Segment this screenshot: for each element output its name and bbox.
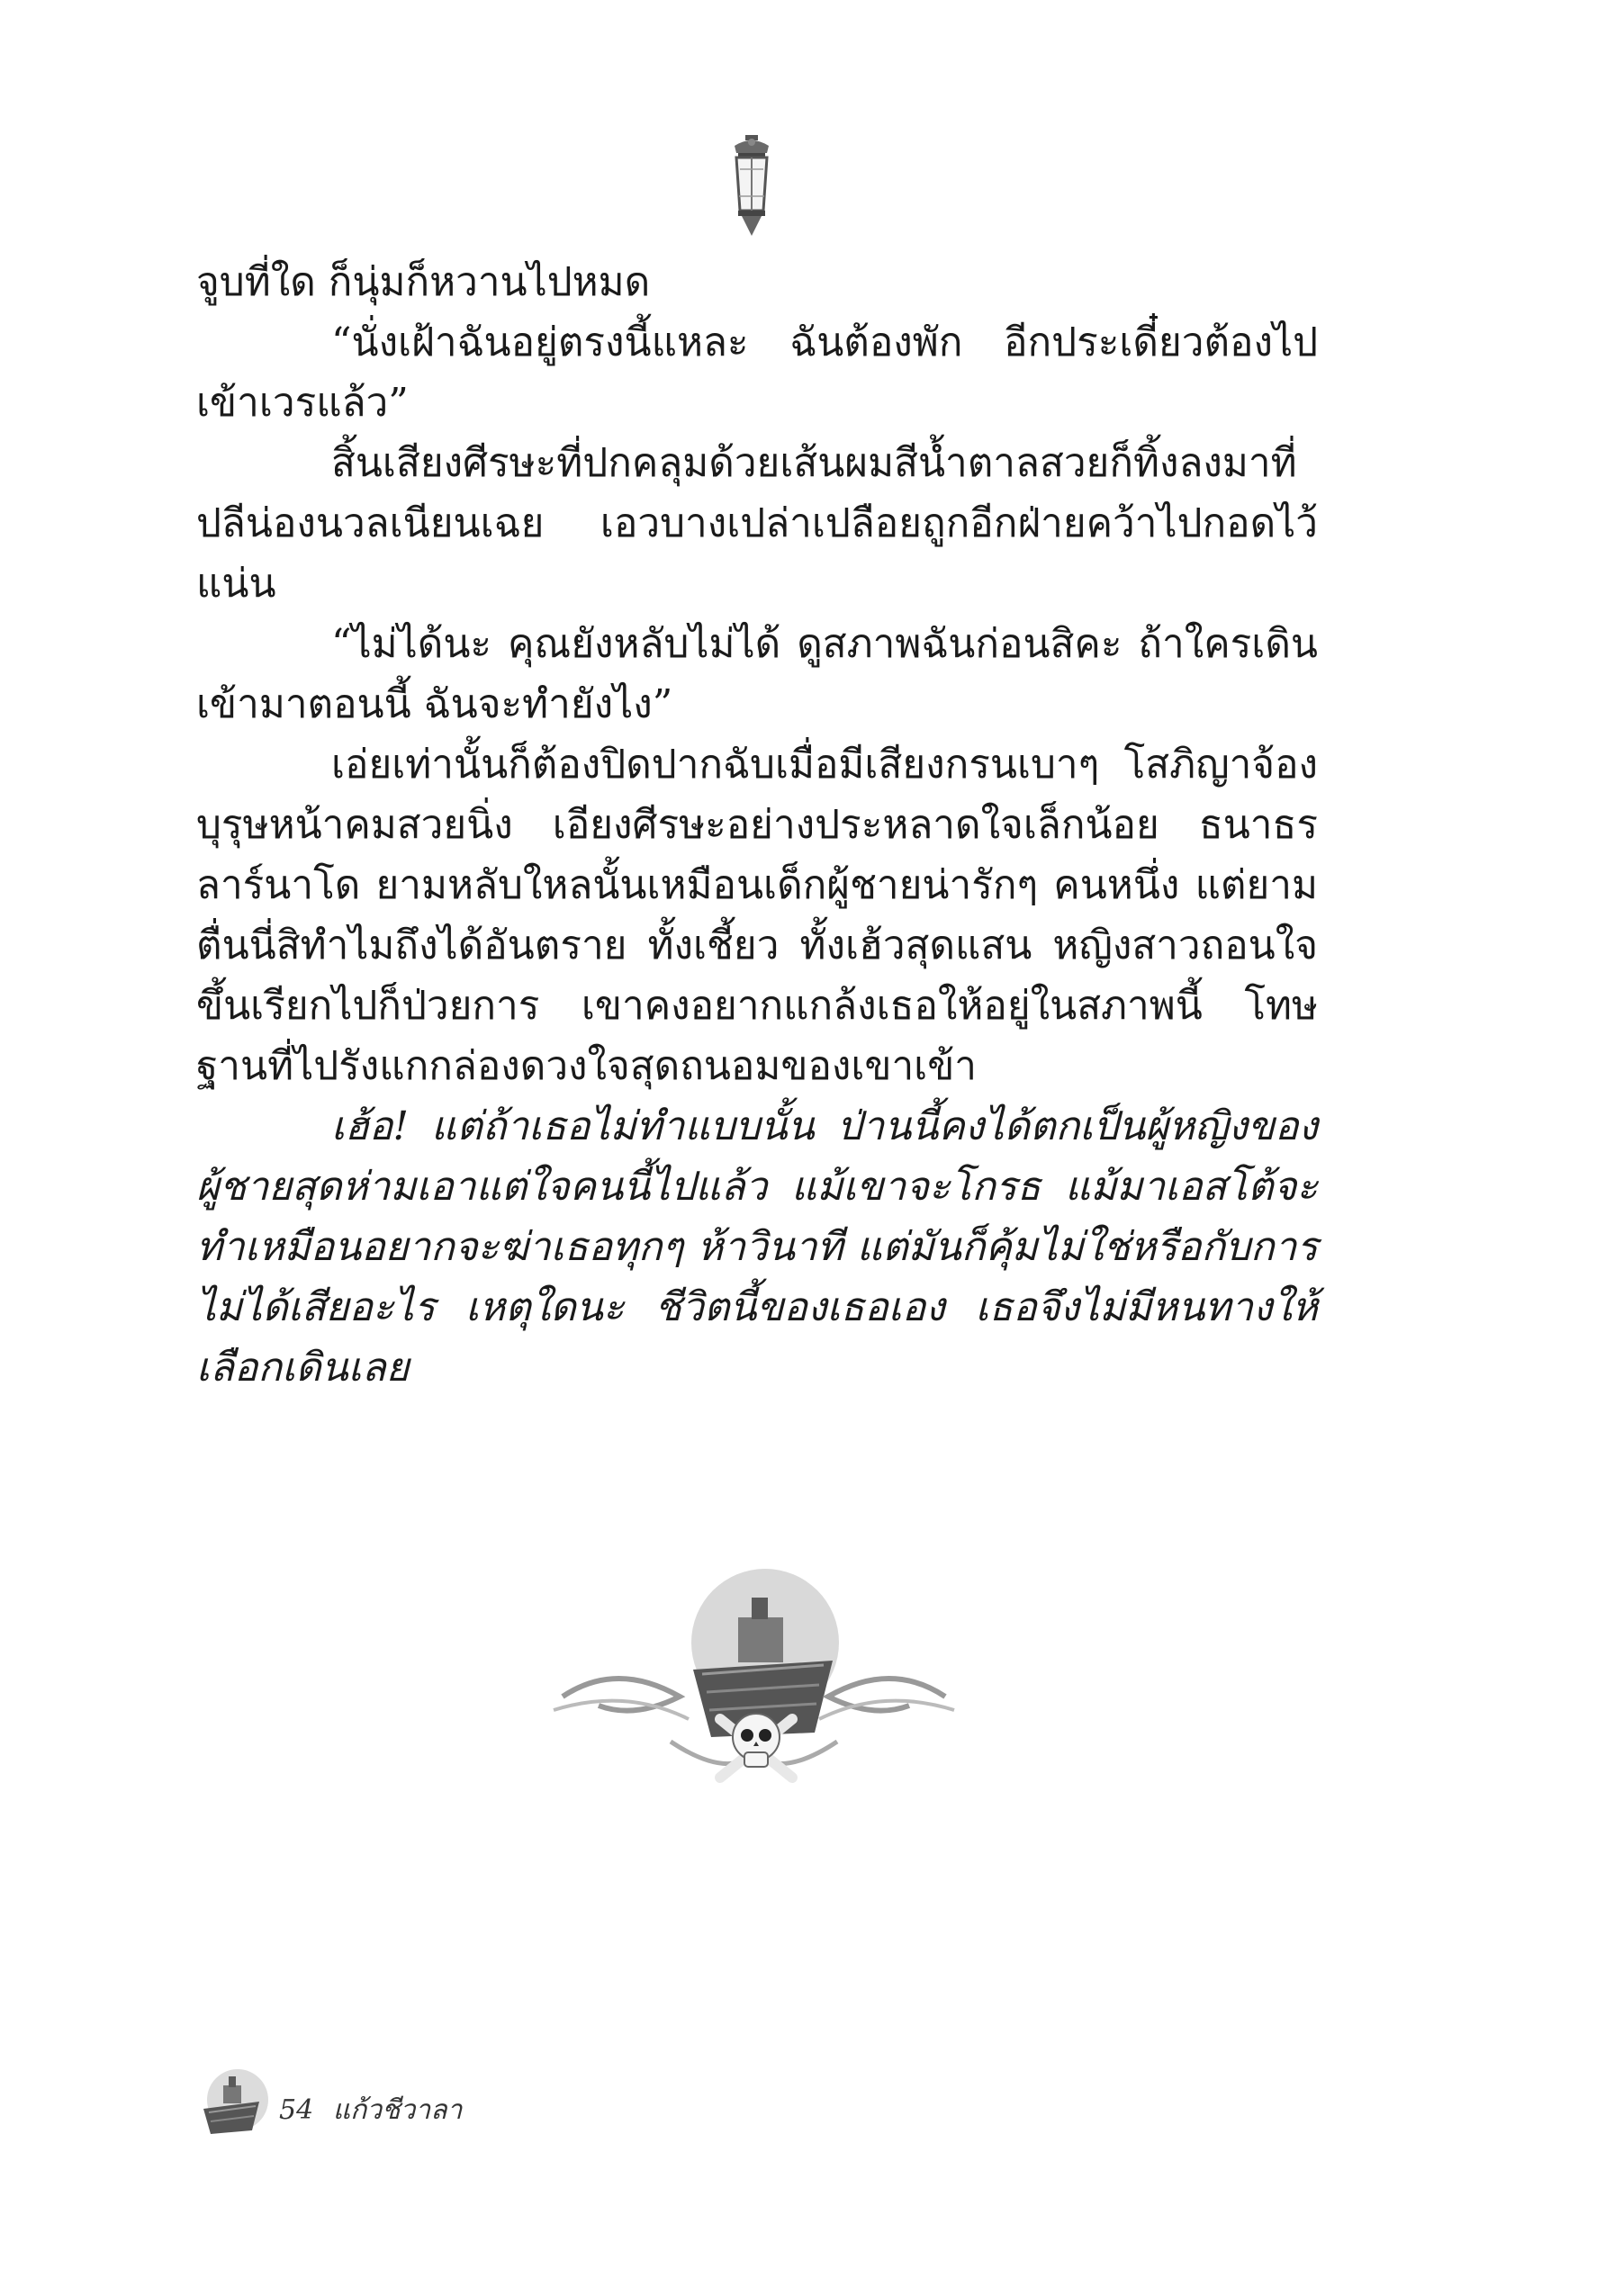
book-title: แก้วชีวาลา — [332, 2094, 463, 2126]
paragraph-6: เฮ้อ! แต่ถ้าเธอไม่ทำแบบนั้น ป่านนี้คงได้ตกเป็นผู้หญิงของผู้ชายสุดห่ามเอาแต่ใจคนนี้ไปแล้ว แม้เขาจะโกรธ แม้มาเอสโต้จะทำเหมือนอยากจะฆ่าเธอทุกๆ ห้าวินาที แต่มันก็คุ้มไม่ใช่หรือกับการไม่ได้เสียอะไร เหตุใดนะ ชีวิตนี้ของเธอเอง เธอจึงไม่มีหนทางให้เลือกเดินเลย — [196, 1103, 1318, 1391]
ship-icon — [196, 2066, 272, 2141]
lantern-icon — [726, 133, 778, 239]
paragraph-4: “ไม่ได้นะ คุณยังหลับไม่ได้ ดูสภาพฉันก่อนสิคะ ถ้าใครเดินเข้ามาตอนนี้ ฉันจะทำยังไง” — [196, 621, 1318, 727]
paragraph-3: สิ้นเสียงศีรษะที่ปกคลุมด้วยเส้นผมสีน้ำตาลสวยก็ทิ้งลงมาที่ปลีน่องนวลเนียนเฉย เอวบางเปล่าเปลือยถูกอีกฝ่ายคว้าไปกอดไว้แน่น — [196, 440, 1318, 607]
body-text — [196, 252, 1318, 1398]
paragraph-1: จูบที่ใด ก็นุ่มก็หวานไปหมด — [196, 259, 651, 305]
page-number: 54 — [279, 2094, 314, 2126]
footer-text — [279, 2089, 473, 2131]
ship-skull-emblem — [545, 1562, 963, 1809]
paragraph-2: “นั่งเฝ้าฉันอยู่ตรงนี้แหละ ฉันต้องพัก อีกประเดี๋ยวต้องไปเข้าเวรแล้ว” — [196, 320, 1318, 426]
paragraph-5: เอ่ยเท่านั้นก็ต้องปิดปากฉับเมื่อมีเสียงกรนเบาๆ โสภิญาจ้องบุรุษหน้าคมสวยนิ่ง เอียงศีรษะอย่างประหลาดใจเล็กน้อย ธนาธร ลาร์นาโด ยามหลับใหลนั้นเหมือนเด็กผู้ชายน่ารักๆ คนหนึ่ง แต่ยามตื่นนี่สิทำไมถึงได้อันตราย ทั้งเชี้ยว ทั้งเฮ้วสุดแสน หญิงสาวถอนใจ ขึ้นเรียกไปก็ป่วยการ เขาคงอยากแกล้งเธอให้อยู่ในสภาพนี้ โทษฐานที่ไปรังแกกล่องดวงใจสุดถนอมของเขาเข้า — [196, 742, 1318, 1089]
page-footer — [196, 2066, 556, 2147]
